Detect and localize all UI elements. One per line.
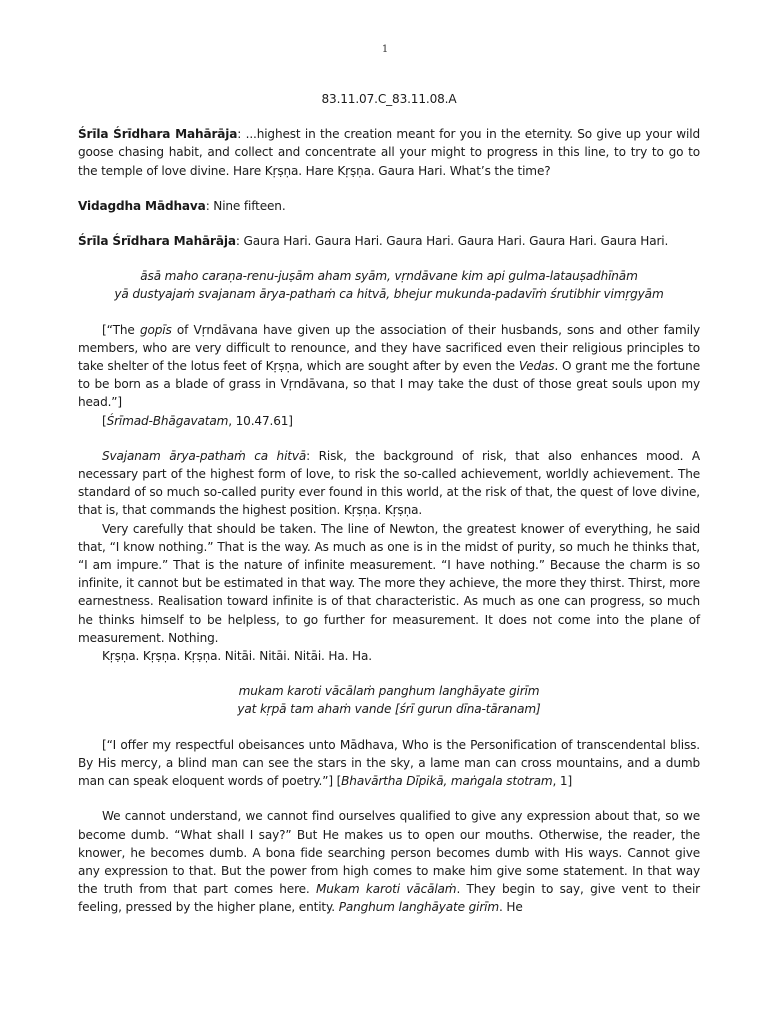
verse-reference: [Śrīmad-Bhāgavatam, 10.47.61] <box>102 413 293 428</box>
speaker-name: Śrīla Śrīdhara Mahārāja <box>78 234 236 249</box>
speaker-text: : Gaura Hari. Gaura Hari. Gaura Hari. Gaura Hari. Gaura Hari. Gaura Hari. <box>235 234 669 249</box>
verse-line: mukam karoti vācālaṁ panghum langhāyate girīm <box>238 684 540 699</box>
sanskrit-verse <box>78 682 700 718</box>
speaker-name: Śrīla Śrīdhara Mahārāja <box>78 127 238 142</box>
document-id: 83.11.07.C_83.11.08.A <box>321 92 457 106</box>
verse-translation: [“I offer my respectful obeisances unto Mādhava, Who is the Personification of transcendental bliss. By His mercy, a blind man can see the stars in the sky, a lame man can cross mountains, and a dumb man can speak eloquent words of poetry.”] [Bhavārtha Dīpikā, maṅgala stotram, 1] <box>78 737 700 789</box>
verse-line: yā dustyajaṁ svajanam ārya-pathaṁ ca hitvā, bhejur mukunda-padavīṁ śrutibhir vimṛgyām <box>114 287 664 302</box>
verse-line: āsā maho caraṇa-renu-juṣām aham syām, vṛndāvane kim api gulma-latauṣadhīnām <box>140 269 638 284</box>
commentary-paragraph: We cannot understand, we cannot find ourselves qualified to give any expression about that, so we become dumb. “What shall I say?” But He makes us to open our mouths. Otherwise, the reader, the knower, he becomes dumb. A bona fide searching person becomes dumb with His ways. Cannot give any expression to that. But the power from high comes to make him give some statement. In that way the truth from that part comes here. Mukam karoti vācālaṁ. They begin to say, give vent to their feeling, pressed by the higher plane, entity. Panghum langhāyate girīm. He <box>78 809 700 915</box>
verse-translation: [“The gopīs of Vṛndāvana have given up the association of their husbands, sons and other family members, who are very difficult to renounce, and they have sacrificed even their religious principles to take shelter of the lotus feet of Kṛṣṇa, which are sought after by even the Vedas. O grant me the fortune to be born as a blade of grass in Vṛndāvana, so that I may take the dust of those great souls upon my head.”] <box>78 322 700 410</box>
speaker-paragraph <box>78 197 700 215</box>
commentary-paragraph: Very carefully that should be taken. The line of Newton, the greatest knower of everything, he said that, “I know nothing.” That is the way. As much as one is in the midst of purity, so much he thinks that, “I am impure.” That is the nature of infinite measurement. “I have nothing.” Because the charm is so infinite, it cannot but be estimated in that way. The more they achieve, the more they thirst. Thirst, more earnestness. Realisation toward infinite is of that characteristic. As much as one can progress, so much he thinks himself to be helpless, to go further for measurement. It does not come into the plane of measurement. Nothing. <box>78 521 700 645</box>
commentary-paragraph: Svajanam ārya-pathaṁ ca hitvā: Risk, the background of risk, that also enhances mood. A necessary part of the highest form of love, to risk the so-called achievement, worldly achievement. The standard of so much so-called purity ever found in this world, at the risk of that, the quest of love divine, that is, that commands the highest position. Kṛṣṇa. Kṛṣṇa. <box>78 448 701 518</box>
speaker-text: : ...highest in the creation meant for you in the eternity. So give up your wild goose chasing habit, and collect and concentrate all your might to progress in this line, to try to go to the temple of love divine. Hare Kṛṣṇa. Hare Kṛṣṇa. Gaura Hari. What’s the time? <box>78 127 700 178</box>
document-body <box>78 90 700 917</box>
page-number: 1 <box>381 44 389 55</box>
speaker-paragraph <box>78 125 700 180</box>
speaker-text: : Nine fifteen. <box>205 198 286 213</box>
speaker-paragraph <box>78 232 700 250</box>
chant-line: Kṛṣṇa. Kṛṣṇa. Kṛṣṇa. Nitāi. Nitāi. Nitāi. Ha. Ha. <box>102 649 372 664</box>
sanskrit-verse <box>78 267 700 303</box>
verse-quote: Svajanam ārya-pathaṁ ca hitvā <box>102 448 307 463</box>
speaker-name: Vidagdha Mādhava <box>78 198 206 213</box>
verse-line: yat kṛpā tam ahaṁ vande [śrī gurun dīna-tāranam] <box>237 702 541 717</box>
